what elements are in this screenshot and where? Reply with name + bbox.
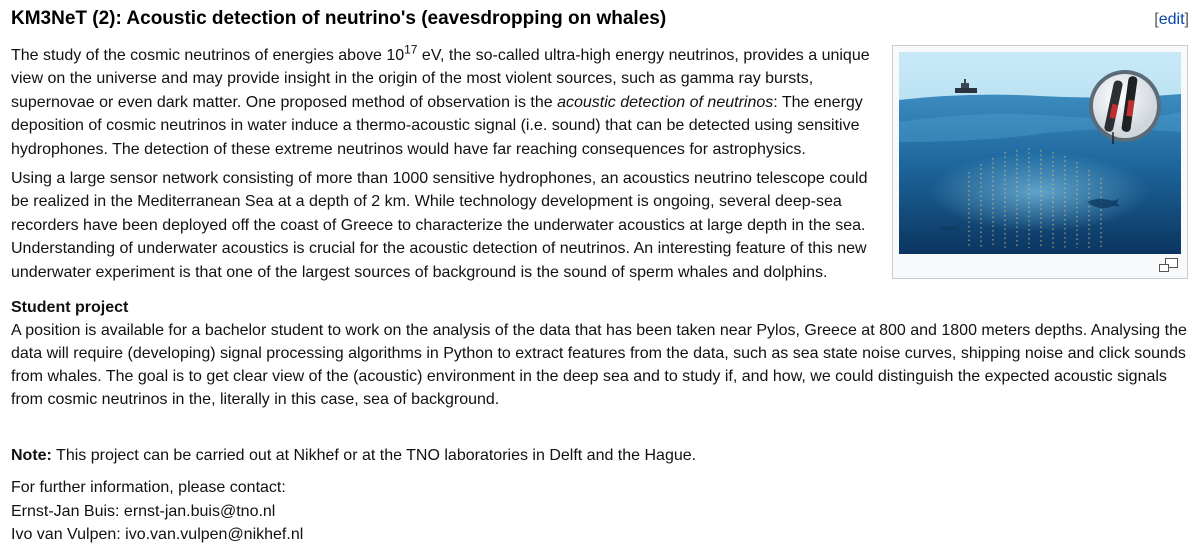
student-project-body: A position is available for a bachelor student to work on the analysis of the data that has been taken near Pylos, Greece at 800 and 1800 meters depths. Analysing the data will require (developing) signal processing algorithms in Python to extract features from the data, such as sea state noise curves, shipping noise and click sounds from whales. The goal is to get clear view of the (acoustic) environment in the deep sea and to study if, and how, we could distinguish the expected acoustic signals from cosmic neutrinos in the, literally in this case, sea of background.: [11, 322, 1187, 409]
contact-person-1: Ernst-Jan Buis: ernst-jan.buis@tno.nl: [11, 502, 276, 520]
contact-block: [11, 476, 1191, 547]
sea-illustration[interactable]: [899, 52, 1181, 254]
note-text: This project can be carried out at Nikhef or at the TNO laboratories in Delft and the Hague.: [51, 447, 697, 464]
edit-section: [edit]: [1154, 11, 1189, 28]
contact-intro: For further information, please contact:: [11, 479, 286, 496]
exponent: 17: [404, 42, 418, 57]
intro-text: [11, 44, 871, 290]
note-label: Note:: [11, 447, 52, 464]
student-project-heading: Student project: [11, 299, 129, 316]
enlarge-icon[interactable]: [1159, 258, 1179, 272]
section-title: KM3NeT (2): Acoustic detection of neutrino's (eavesdropping on whales): [11, 8, 667, 29]
intro-paragraph-1: The study of the cosmic neutrinos of energies above $10^{17}$ eV, the so-called ultra-high energy neutrinos, provides a unique view on the universe and may provide insight in the origin of the most violent sources, such as gamma ray bursts, supernovae or even dark matter. One proposed method of observation is the acoustic detection of neutrinos: The energy deposition of cosmic neutrinos in water induce a thermo-acoustic signal (i.e. sound) that can be detected using sensitive hydrophones. The detection of these extreme neutrinos would have far reaching consequences for astrophysics.: [11, 42, 870, 158]
edit-link[interactable]: edit: [1158, 11, 1185, 28]
figure-thumbnail: [892, 45, 1188, 279]
intro-paragraph-2: Using a large sensor network consisting of more than 1000 sensitive hydrophones, an acoustics neutrino telescope could be realized in the Mediterranean Sea at a depth of 2 km. While technology development is ongoing, several deep-sea recorders have been deployed off the coast of Greece to characterize the underwater acoustics at large depth in the sea. Understanding of underwater acoustics is crucial for the acoustic detection of neutrinos. An interesting feature of this new underwater experiment is that one of the largest sources of background is the sound of sperm whales and dolphins.: [11, 170, 868, 281]
contact-person-2: Ivo van Vulpen: ivo.van.vulpen@nikhef.nl: [11, 526, 304, 544]
emphasis-acoustic-detection: acoustic detection of neutrinos: [557, 93, 774, 111]
section-heading: [11, 6, 1191, 36]
student-project: [11, 296, 1193, 411]
note-paragraph: [11, 444, 1191, 467]
